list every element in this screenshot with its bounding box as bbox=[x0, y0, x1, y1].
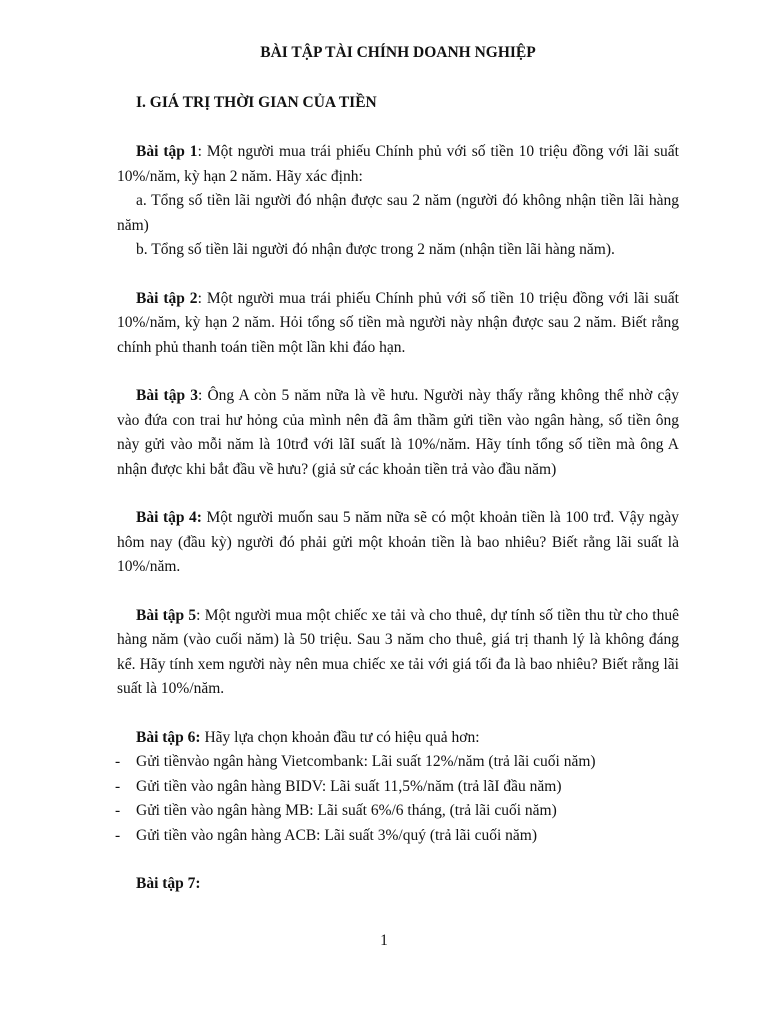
exercise-3 bbox=[117, 384, 679, 482]
exercise-7 bbox=[117, 872, 679, 897]
exercise-label: Bài tập 3 bbox=[136, 387, 198, 404]
exercise-label: Bài tập 1 bbox=[136, 143, 198, 160]
exercise-separator: : bbox=[197, 143, 202, 160]
exercise-text: Hãy lựa chọn khoản đầu tư có hiệu quả hơn: bbox=[200, 728, 480, 746]
exercise-paragraph bbox=[117, 384, 679, 482]
exercise-text: Ông A còn 5 năm nữa là về hưu. Người này thấy rằng không thể nhờ cậy vào đứa con trai hư hỏng của mình nên đã âm thầm gửi tiền vào ngân hàng, số tiền ông này gửi vào mỗi năm là 10trđ với lãI suất là 10%/năm. Hãy tính tổng số tiền mà ông A nhận được khi bắt đầu về hưu? (giả sử các khoản tiền trả vào đầu năm) bbox=[117, 387, 679, 478]
exercise-text: Một người mua trái phiếu Chính phủ với số tiền 10 triệu đồng với lãi suất 10%/năm, kỳ hạn 2 năm. Hỏi tổng số tiền mà người này nhận được sau 2 năm. Biết rằng chính phủ thanh toán tiền một lần khi đáo hạn. bbox=[117, 289, 679, 356]
exercise-separator: : bbox=[198, 387, 203, 404]
exercise-label: Bài tập 6: bbox=[136, 728, 201, 746]
exercise-paragraph bbox=[117, 604, 679, 702]
exercise-paragraph bbox=[117, 140, 679, 189]
exercise-label: Bài tập 5 bbox=[136, 606, 197, 624]
investment-options-list bbox=[117, 750, 679, 848]
exercise-separator: : bbox=[196, 606, 201, 624]
page-content bbox=[117, 41, 679, 921]
exercise-subitem-a: a. Tổng số tiền lãi người đó nhận được sau 2 năm (người đó không nhận tiền lãi hàng năm) bbox=[117, 192, 679, 234]
exercise-paragraph bbox=[117, 287, 679, 361]
exercise-text: Một người mua trái phiếu Chính phủ với số tiền 10 triệu đồng với lãi suất 10%/năm, kỳ hạn 2 năm. Hãy xác định: bbox=[117, 143, 679, 185]
exercise-label: Bài tập 7: bbox=[136, 875, 201, 892]
document-title: BÀI TẬP TÀI CHÍNH DOANH NGHIỆP bbox=[260, 44, 536, 61]
bullet-dash: - bbox=[115, 802, 121, 819]
list-item-text: Gửi tiền vào ngân hàng BIDV: Lãi suất 11,5%/năm (trả lãI đầu năm) bbox=[136, 777, 562, 795]
exercise-5 bbox=[117, 604, 679, 702]
exercise-1 bbox=[117, 140, 679, 263]
list-item-text: Gửi tiềnvào ngân hàng Vietcombank: Lãi suất 12%/năm (trả lãi cuối năm) bbox=[136, 753, 596, 770]
list-item bbox=[117, 775, 679, 800]
exercise-separator: : bbox=[197, 289, 202, 307]
bullet-dash: - bbox=[115, 777, 121, 795]
exercise-subitem-b: b. Tổng số tiền lãi người đó nhận được trong 2 năm (nhận tiền lãi hàng năm). bbox=[136, 241, 615, 258]
exercise-2 bbox=[117, 287, 679, 361]
exercise-4 bbox=[117, 506, 679, 580]
exercise-paragraph bbox=[117, 726, 679, 751]
exercise-paragraph bbox=[117, 506, 679, 580]
exercise-paragraph bbox=[117, 872, 679, 897]
list-item bbox=[117, 750, 679, 775]
exercise-text: Một người mua một chiếc xe tải và cho thuê, dự tính số tiền thu từ cho thuê hàng năm (vào cuối năm) là 50 triệu. Sau 3 năm cho thuê, giá trị thanh lý là không đáng kể. Hãy tính xem người này nên mua chiếc xe tải với giá tối đa là bao nhiêu? Biết rằng lãi suất là 10%/năm. bbox=[117, 606, 679, 697]
list-item-text: Gửi tiền vào ngân hàng ACB: Lãi suất 3%/quý (trả lãi cuối năm) bbox=[136, 826, 537, 844]
exercise-label: Bài tập 4: bbox=[136, 509, 202, 526]
list-item bbox=[117, 824, 679, 849]
list-item bbox=[117, 799, 679, 824]
section-heading: I. GIÁ TRỊ THỜI GIAN CỦA TIỀN bbox=[136, 93, 377, 111]
exercise-text: Một người muốn sau 5 năm nữa sẽ có một khoản tiền là 100 trđ. Vậy ngày hôm nay (đầu kỳ) người đó phải gửi một khoản tiền là bao nhiêu? Biết rằng lãi suất là 10%/năm. bbox=[117, 509, 680, 575]
bullet-dash: - bbox=[115, 753, 121, 770]
exercise-6 bbox=[117, 726, 679, 849]
list-item-text: Gửi tiền vào ngân hàng MB: Lãi suất 6%/6 tháng, (trả lãi cuối năm) bbox=[136, 802, 557, 819]
page-number: 1 bbox=[380, 932, 388, 949]
bullet-dash: - bbox=[115, 826, 121, 844]
exercise-label: Bài tập 2 bbox=[136, 289, 198, 307]
